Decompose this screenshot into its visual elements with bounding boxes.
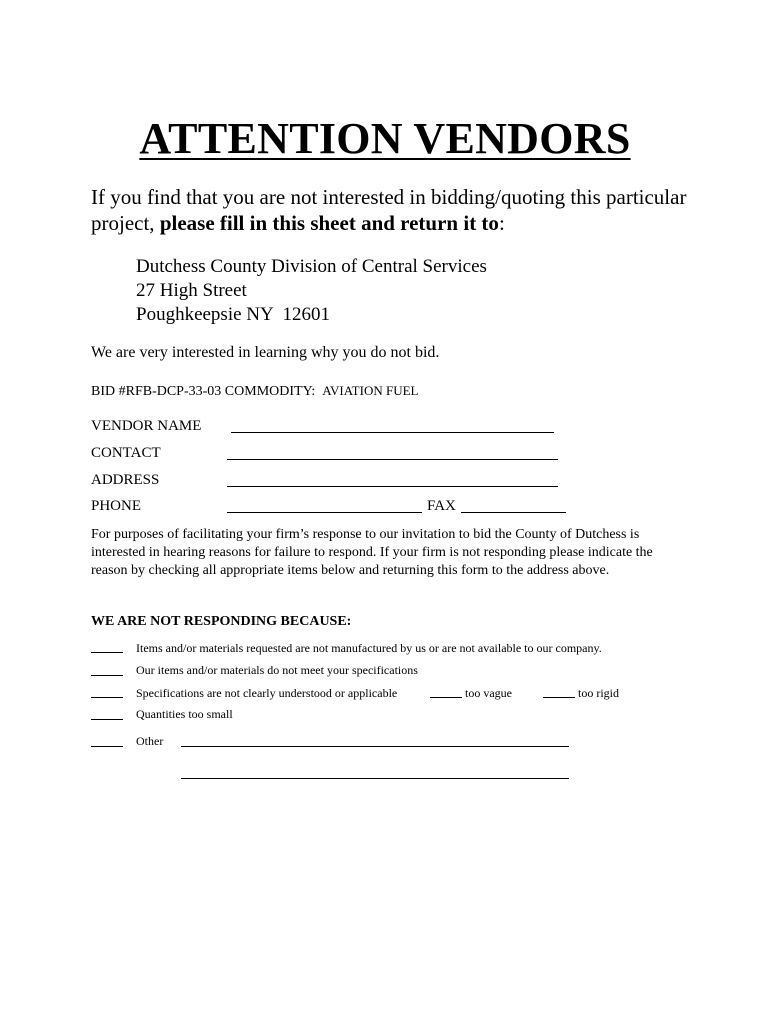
fax-field[interactable]	[461, 512, 566, 513]
phone-label: PHONE	[91, 498, 142, 514]
address-label: ADDRESS	[91, 472, 160, 488]
too-rigid-checkbox[interactable]	[543, 697, 575, 698]
reason-3-checkbox[interactable]	[91, 697, 123, 698]
interest-statement: We are very interested in learning why you do not bid.	[91, 344, 440, 361]
too-rigid-text: too rigid	[578, 686, 619, 700]
address-line-2: 27 High Street	[136, 280, 247, 301]
reasons-heading: WE ARE NOT RESPONDING BECAUSE:	[91, 614, 352, 629]
reason-other-checkbox[interactable]	[91, 746, 123, 747]
intro-bold-text: please fill in this sheet and return it to	[159, 211, 499, 235]
address-line-3: Poughkeepsie NY 12601	[136, 304, 331, 325]
fax-label: FAX	[427, 498, 456, 514]
bid-label: BID #RFB-DCP-33-03 COMMODITY:	[91, 384, 316, 399]
reason-1-text: Items and/or materials requested are not manufactured by us or are not available to our company.	[136, 641, 602, 655]
contact-label: CONTACT	[91, 445, 161, 461]
page-title: ATTENTION VENDORS	[139, 114, 631, 163]
bid-info	[91, 383, 418, 400]
reason-4-text: Quantities too small	[136, 707, 233, 721]
mailing-address	[136, 255, 487, 327]
vendor-name-field[interactable]	[231, 432, 554, 433]
reason-2-text: Our items and/or materials do not meet your specifications	[136, 663, 418, 677]
contact-field[interactable]	[227, 459, 558, 460]
reason-1-checkbox[interactable]	[91, 652, 123, 653]
intro-text: If you find that you are not interested in bidding/quoting this particular project,	[91, 185, 687, 235]
too-vague-checkbox[interactable]	[430, 697, 462, 698]
phone-field[interactable]	[227, 512, 422, 513]
reason-2-checkbox[interactable]	[91, 675, 123, 676]
reason-4-checkbox[interactable]	[91, 719, 123, 720]
address-field[interactable]	[227, 486, 558, 487]
other-reason-field-1[interactable]	[181, 746, 569, 747]
reason-other-text: Other	[136, 734, 164, 748]
intro-end: :	[498, 211, 505, 235]
commodity-value: AVIATION FUEL	[322, 383, 419, 398]
other-reason-field-2[interactable]	[181, 778, 569, 779]
purpose-paragraph: For purposes of facilitating your firm’s response to our invitation to bid the County of Dutchess is interested in hearing reasons for failure to respond. If your firm is not responding please indicate the reason by checking all appropriate items below and returning this form to the address above.	[91, 527, 653, 578]
vendor-name-label: VENDOR NAME	[91, 418, 202, 434]
intro-paragraph	[91, 184, 691, 236]
address-line-1: Dutchess County Division of Central Services	[136, 256, 487, 277]
too-vague-text: too vague	[465, 686, 512, 700]
reason-3-text: Specifications are not clearly understood or applicable	[136, 686, 398, 700]
